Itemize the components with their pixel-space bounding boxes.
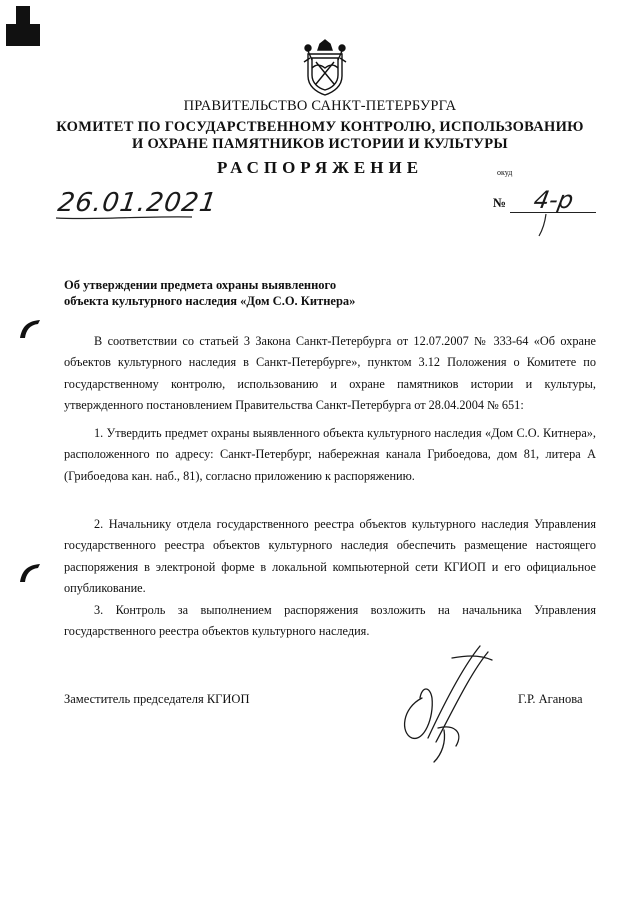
handwritten-date: 26.01.2021 [55, 188, 219, 218]
number-label: № [493, 195, 507, 210]
coat-of-arms-icon [302, 38, 348, 96]
signatory-position: Заместитель председателя КГИОП [64, 692, 250, 706]
committee-name-line2: И ОХРАНЕ ПАМЯТНИКОВ ИСТОРИИ И КУЛЬТУРЫ [132, 136, 508, 152]
date-underline [54, 214, 194, 222]
government-name: ПРАВИТЕЛЬСТВО САНКТ-ПЕТЕРБУРГА [183, 98, 457, 114]
number-tail-stroke [536, 212, 550, 238]
subject-line1: Об утверждении предмета охраны выявленного [64, 278, 337, 292]
preamble-paragraph: В соответствии со статьей 3 Закона Санкт-Петербурга от 12.07.2007 № 333-64 «Об охране объектов культурного наследия в Санкт-Петербурге», пунктом 3.12 Положения о Комитете по государственному контролю, использованию и охране памятников истории и культуры, утвержденного постановлением Правительства Санкт-Петербурга от 28.04.2004 № 651: [64, 334, 596, 413]
item-3-paragraph: 3. Контроль за выполнением распоряжения возложить на начальника Управления государственного реестра объектов культурного наследия. [64, 603, 596, 639]
document-type: РАСПОРЯЖЕНИЕ [216, 158, 424, 177]
subject-line2: объекта культурного наследия «Дом С.О. Китнера» [64, 293, 356, 308]
corner-mark-icon [18, 318, 42, 340]
item-2-paragraph: 2. Начальнику отдела государственного реестра объектов культурного наследия Управления государственного реестра объектов культурного наследия обеспечить размещение настоящего распоряжения в электроной форме в локальной компьютерной сети КГИОП и его официальное опубликование. [64, 517, 596, 596]
item-1-paragraph: 1. Утвердить предмет охраны выявленного объекта культурного наследия «Дом С.О. Китнера», расположенного по адресу: Санкт-Петербург, набережная канала Грибоедова, дом 81, литера А (Грибоедова кан. наб., 81), согласно приложению к распоряжению. [64, 426, 596, 483]
document-subject [64, 278, 394, 309]
committee-name-line1: КОМИТЕТ ПО ГОСУДАРСТВЕННОМУ КОНТРОЛЮ, ИСПОЛЬЗОВАНИЮ [56, 119, 584, 135]
okud-label: окуд [497, 168, 513, 177]
signatory-name: Г.Р. Аганова [518, 692, 583, 706]
corner-mark-icon [18, 562, 42, 584]
handwritten-number: 4-р [531, 186, 576, 214]
binder-mark-icon [6, 6, 42, 50]
signature-mark [392, 638, 512, 768]
